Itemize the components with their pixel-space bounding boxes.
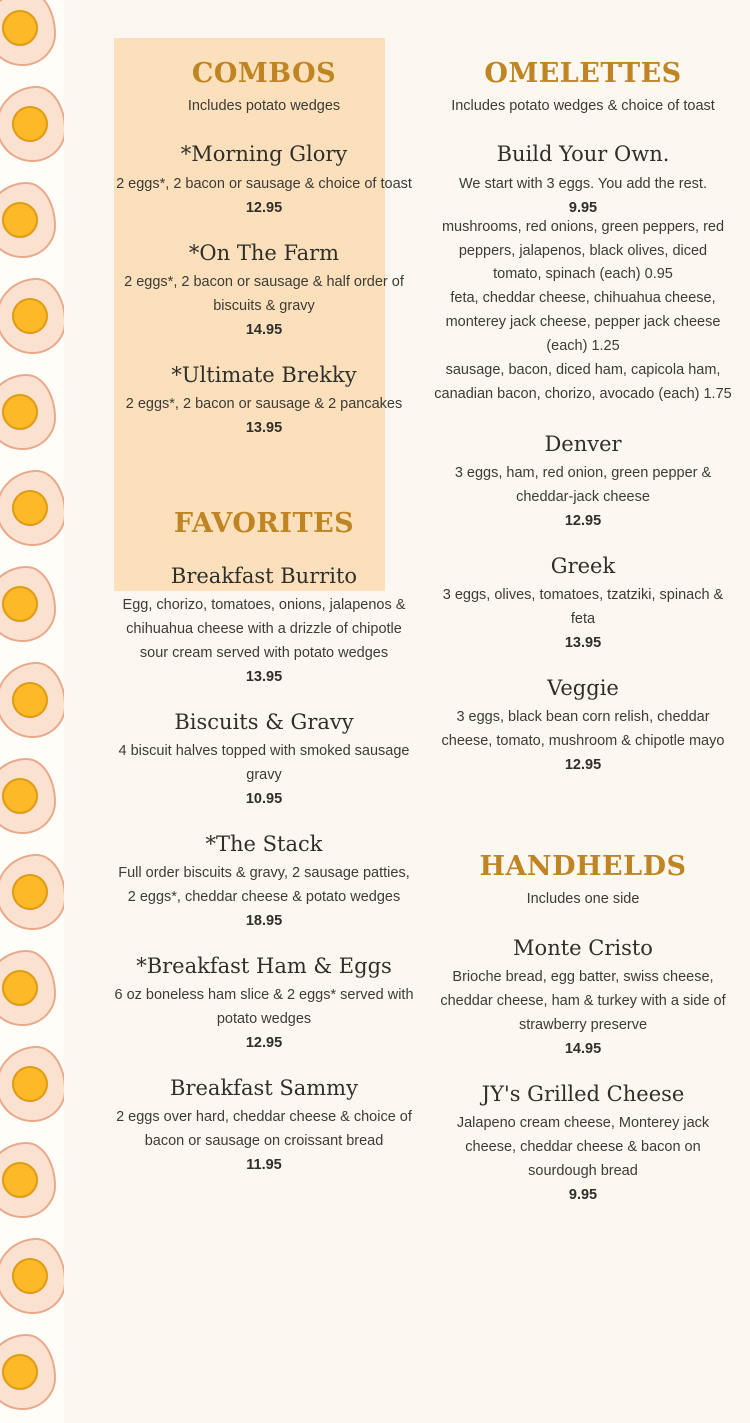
menu-item-price: 13.95: [245, 668, 283, 685]
menu-section-omelettes: [433, 58, 733, 773]
fried-egg-icon: [0, 374, 56, 450]
menu-item: [433, 675, 733, 773]
menu-item-price: 12.95: [245, 1035, 283, 1052]
menu-item-description: 3 eggs, olives, tomatoes, tzatziki, spinach & feta: [442, 587, 724, 628]
menu-item-description: We start with 3 eggs. You add the rest.: [459, 175, 707, 192]
menu-item-price: 10.95: [245, 791, 283, 808]
fried-egg-icon: [0, 1334, 56, 1410]
menu-item: [433, 141, 733, 407]
section-subtitle-omelettes: Includes potato wedges & choice of toast: [451, 98, 715, 114]
fried-egg-icon: [0, 950, 56, 1026]
fried-egg-icon: [0, 278, 64, 354]
menu-item-price: 9.95: [568, 1186, 598, 1203]
menu-item-option-line: feta, cheddar cheese, chihuahua cheese, monterey jack cheese, pepper jack cheese (each) 1.25: [445, 290, 721, 355]
menu-item-name: Veggie: [547, 676, 619, 701]
menu-item-price: 14.95: [245, 321, 283, 338]
menu-item-description: 2 eggs*, 2 bacon or sausage & 2 pancakes: [125, 395, 403, 412]
menu-item-name: Breakfast Burrito: [170, 563, 358, 588]
section-title-combos: COMBOS: [191, 58, 337, 89]
menu-item-price: 12.95: [564, 757, 602, 774]
menu-item-option-line: mushrooms, red onions, green peppers, red peppers, jalapenos, black olives, diced tomato, spinach (each) 0.95: [441, 218, 725, 283]
menu-item-name: JY's Grilled Cheese: [481, 1081, 685, 1106]
menu-item-description: Jalapeno cream cheese, Monterey jack cheese, cheddar cheese & bacon on sourdough bread: [456, 1115, 710, 1179]
menu-item: [114, 141, 414, 215]
fried-egg-icon: [0, 1238, 64, 1314]
menu-item: [114, 1075, 414, 1173]
section-title-omelettes: OMELETTES: [484, 58, 682, 89]
menu-item: [433, 431, 733, 529]
menu-item-price: 12.95: [245, 199, 283, 216]
menu-item-price: 13.95: [564, 635, 602, 652]
menu-item-name: Build Your Own.: [496, 142, 670, 167]
menu-item-price: 12.95: [564, 513, 602, 530]
menu-item-description: 2 eggs over hard, cheddar cheese & choice of bacon or sausage on croissant bread: [116, 1109, 412, 1150]
fried-egg-icon: [0, 566, 56, 642]
menu-column-right: [433, 0, 733, 1203]
menu-item-description: 2 eggs*, 2 bacon or sausage & half order of biscuits & gravy: [124, 273, 404, 314]
menu-item: [114, 709, 414, 807]
menu-page: [64, 0, 750, 1423]
menu-item-price: 9.95: [568, 199, 598, 216]
menu-item: [433, 1081, 733, 1203]
menu-item: [433, 935, 733, 1057]
menu-item-description: 2 eggs*, 2 bacon or sausage & choice of toast: [116, 175, 412, 192]
fried-egg-icon: [0, 1046, 64, 1122]
menu-item-description: Brioche bread, egg batter, swiss cheese, cheddar cheese, ham & turkey with a side of strawberry preserve: [440, 969, 726, 1033]
menu-item-price: 18.95: [245, 913, 283, 930]
fried-egg-icon: [0, 758, 56, 834]
menu-section-combos: [114, 58, 414, 436]
menu-item-name: Monte Cristo: [513, 935, 653, 960]
menu-item-name: *Breakfast Ham & Eggs: [136, 954, 392, 979]
menu-item-description: 3 eggs, black bean corn relish, cheddar cheese, tomato, mushroom & chipotle mayo: [441, 709, 725, 750]
menu-item-price: 11.95: [246, 1157, 282, 1174]
menu-item-price: 14.95: [564, 1040, 602, 1057]
menu-item-price: 13.95: [245, 419, 283, 436]
menu-item-name: *Morning Glory: [180, 142, 348, 167]
fried-egg-icon: [0, 86, 64, 162]
menu-item-name: Biscuits & Gravy: [174, 709, 354, 734]
fried-egg-icon: [0, 1142, 56, 1218]
menu-item-name: *The Stack: [205, 832, 323, 857]
menu-item-option-line: sausage, bacon, diced ham, capicola ham, canadian bacon, chorizo, avocado (each) 1.75: [434, 362, 732, 403]
fried-egg-icon: [0, 182, 56, 258]
menu-item-name: *On The Farm: [188, 240, 340, 265]
menu-item: [114, 362, 414, 436]
menu-item-name: *Ultimate Brekky: [171, 362, 357, 387]
menu-section-handhelds: [433, 851, 733, 1203]
menu-item-name: Denver: [544, 432, 622, 457]
fried-egg-icon: [0, 854, 64, 930]
menu-column-left: [114, 0, 414, 1173]
menu-item: [114, 240, 414, 338]
section-title-handhelds: HANDHELDS: [479, 851, 687, 883]
menu-item: [114, 831, 414, 929]
menu-item: [114, 953, 414, 1051]
menu-item-description: 3 eggs, ham, red onion, green pepper & cheddar-jack cheese: [454, 465, 712, 506]
section-subtitle-combos: Includes potato wedges: [187, 98, 341, 114]
fried-egg-icon: [0, 470, 64, 546]
section-title-favorites: FAVORITES: [173, 507, 355, 539]
menu-item-description: 6 oz boneless ham slice & 2 eggs* served with potato wedges: [114, 987, 414, 1028]
menu-item-description: Full order biscuits & gravy, 2 sausage patties, 2 eggs*, cheddar cheese & potato wedges: [118, 865, 410, 906]
section-subtitle-handhelds: Includes one side: [526, 891, 640, 908]
fried-egg-icon: [0, 0, 56, 66]
menu-item-description: Egg, chorizo, tomatoes, onions, jalapenos & chihuahua cheese with a drizzle of chipotle sour cream served with potato wedges: [122, 597, 406, 661]
menu-item-name: Breakfast Sammy: [170, 1076, 358, 1101]
menu-item-description: 4 biscuit halves topped with smoked sausage gravy: [118, 743, 410, 784]
decorative-egg-strip: [0, 0, 64, 1423]
menu-section-favorites: [114, 508, 414, 1173]
menu-item-name: Greek: [550, 554, 616, 579]
menu-item: [114, 563, 414, 685]
fried-egg-icon: [0, 662, 64, 738]
menu-item: [433, 553, 733, 651]
